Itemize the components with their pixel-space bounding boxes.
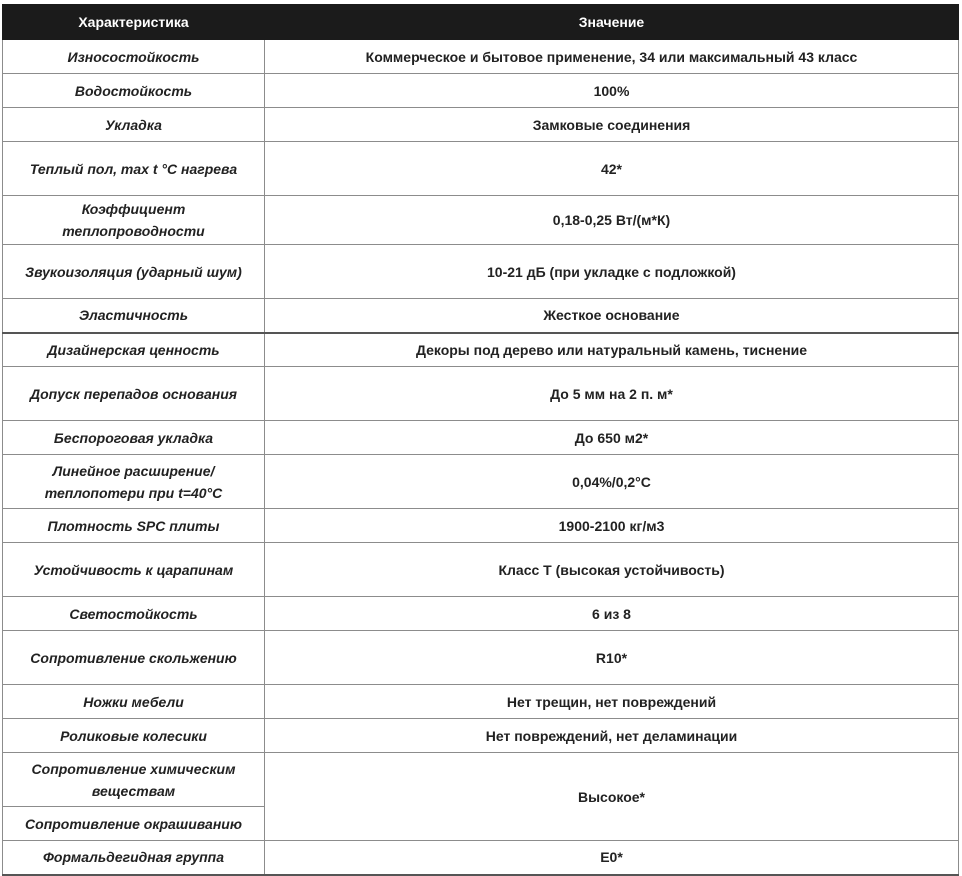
row-label: Дизайнерская ценность (3, 333, 265, 367)
row-label: Устойчивость к царапинам (3, 543, 265, 597)
row-label: Допуск перепадов основания (3, 367, 265, 421)
table-row (3, 421, 959, 455)
row-label: Формальдегидная группа (3, 841, 265, 875)
row-value: До 650 м2* (265, 421, 959, 455)
table-row (3, 196, 959, 245)
row-label: Плотность SPC плиты (3, 509, 265, 543)
row-label: Износостойкость (3, 40, 265, 74)
row-label: Эластичность (3, 299, 265, 333)
table-row (3, 74, 959, 108)
row-label: Водостойкость (3, 74, 265, 108)
table-row (3, 142, 959, 196)
table-row (3, 719, 959, 753)
table-row (3, 597, 959, 631)
row-label: Сопротивление скольжению (3, 631, 265, 685)
row-label: Коэффициент теплопроводности (3, 196, 265, 245)
table-row (3, 367, 959, 421)
table-row (3, 299, 959, 333)
row-label: Звукоизоляция (ударный шум) (3, 245, 265, 299)
table-row (3, 543, 959, 597)
table-row (3, 685, 959, 719)
row-value: Декоры под дерево или натуральный камень, тиснение (265, 333, 959, 367)
row-value: 0,18-0,25 Вт/(м*К) (265, 196, 959, 245)
row-value: 0,04%/0,2°C (265, 455, 959, 509)
row-value: Класс Т (высокая устойчивость) (265, 543, 959, 597)
row-value: До 5 мм на 2 п. м* (265, 367, 959, 421)
specifications-table (2, 4, 959, 876)
row-value: Нет повреждений, нет деламинации (265, 719, 959, 753)
table-row (3, 245, 959, 299)
table-row (3, 333, 959, 367)
row-value: Нет трещин, нет повреждений (265, 685, 959, 719)
header-value: Значение (265, 5, 959, 40)
row-label: Линейное расширение/ теплопотери при t=40°C (3, 455, 265, 509)
table-row (3, 455, 959, 509)
row-value: Коммерческое и бытовое применение, 34 или максимальный 43 класс (265, 40, 959, 74)
row-value: R10* (265, 631, 959, 685)
row-value: 1900-2100 кг/м3 (265, 509, 959, 543)
row-value: Высокое* (265, 753, 959, 841)
row-value: Замковые соединения (265, 108, 959, 142)
table-row (3, 108, 959, 142)
table-row (3, 509, 959, 543)
row-value: 42* (265, 142, 959, 196)
row-label: Роликовые колесики (3, 719, 265, 753)
row-label: Укладка (3, 108, 265, 142)
row-value: 6 из 8 (265, 597, 959, 631)
row-label: Беспороговая укладка (3, 421, 265, 455)
row-value: Жесткое основание (265, 299, 959, 333)
table-row (3, 841, 959, 875)
row-value: 10-21 дБ (при укладке с подложкой) (265, 245, 959, 299)
row-label: Ножки мебели (3, 685, 265, 719)
row-label: Сопротивление химическим веществам (3, 753, 265, 807)
row-label: Сопротивление окрашиванию (3, 807, 265, 841)
table-row (3, 753, 959, 807)
row-value: E0* (265, 841, 959, 875)
row-label: Светостойкость (3, 597, 265, 631)
row-label: Теплый пол, max t °C нагрева (3, 142, 265, 196)
table-row (3, 40, 959, 74)
table-row (3, 631, 959, 685)
header-characteristic: Характеристика (3, 5, 265, 40)
row-value: 100% (265, 74, 959, 108)
table-header-row (3, 5, 959, 40)
